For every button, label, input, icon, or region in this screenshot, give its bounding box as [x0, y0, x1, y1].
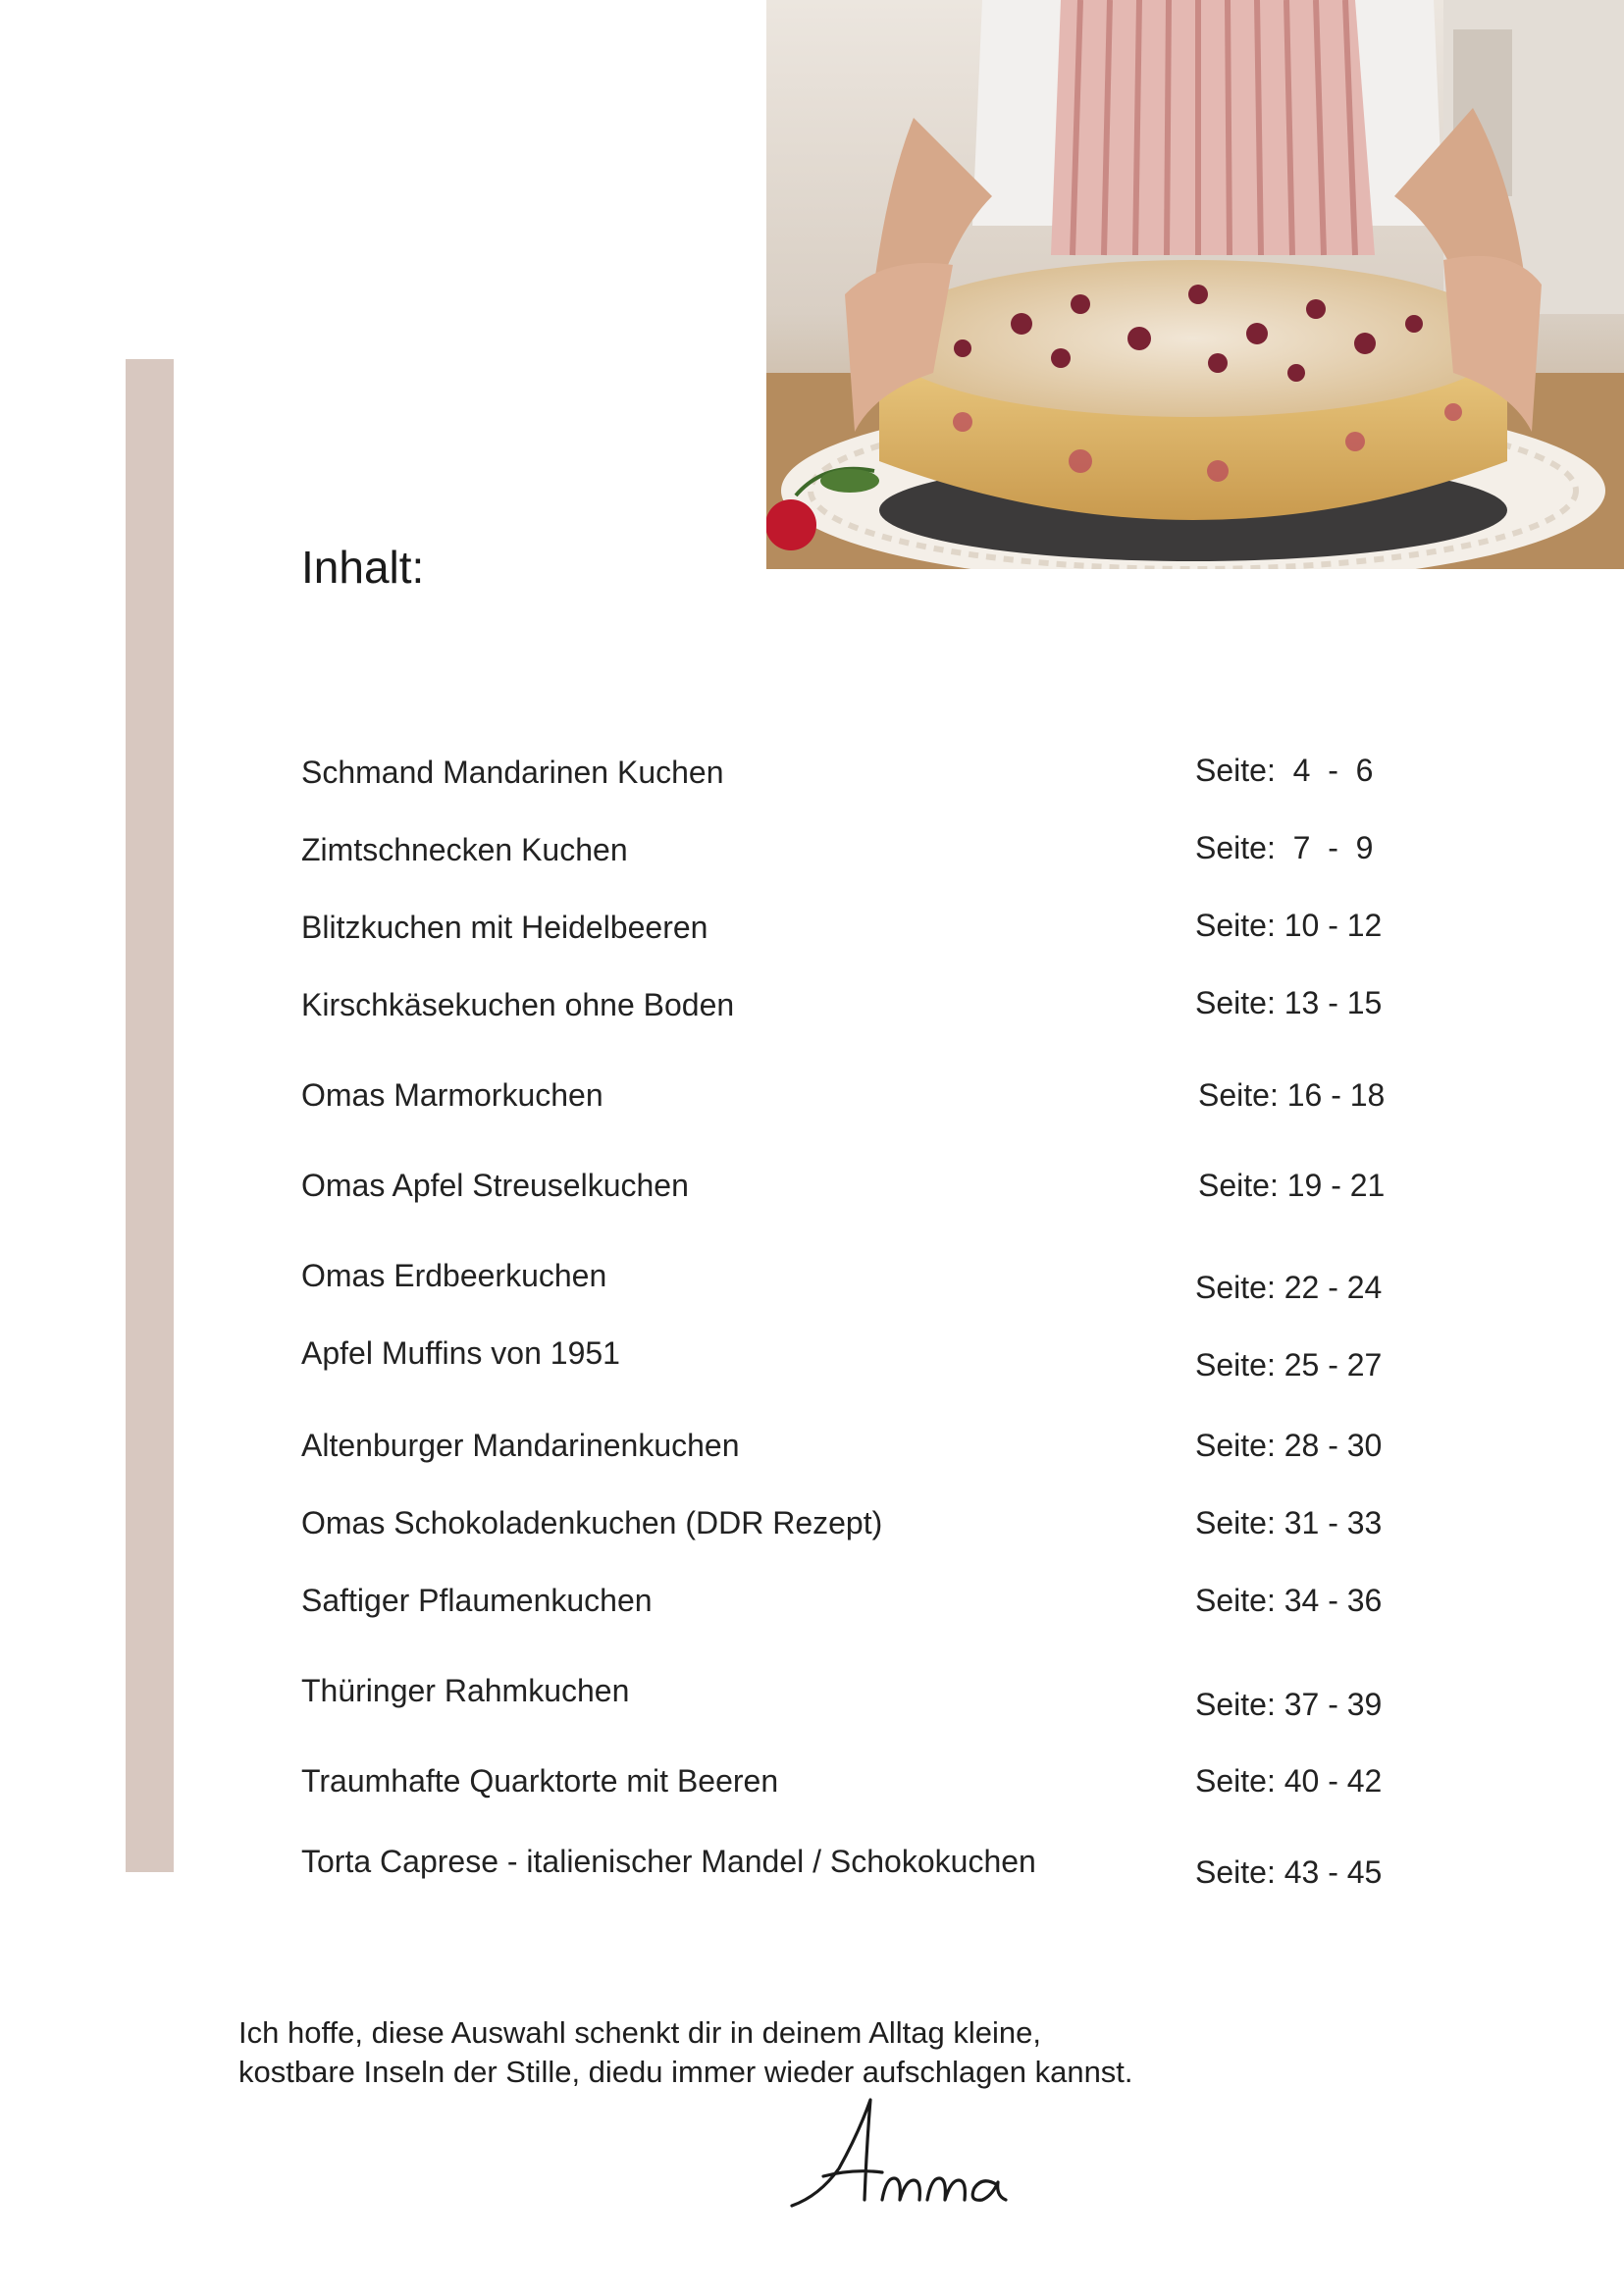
toc-item-pages: Seite: 28 - 30: [1195, 1428, 1383, 1463]
closing-line-2: kostbare Inseln der Stille, diedu immer wieder aufschlagen kannst.: [238, 2055, 1133, 2089]
toc-item-label: Omas Erdbeerkuchen: [301, 1258, 607, 1293]
toc-item-label: Altenburger Mandarinenkuchen: [301, 1428, 740, 1463]
closing-text: [238, 2013, 1133, 2092]
toc-item-label: Omas Schokoladenkuchen (DDR Rezept): [301, 1505, 883, 1540]
decorative-side-bar: [126, 359, 174, 1872]
toc-item-pages: Seite: 31 - 33: [1195, 1505, 1383, 1540]
toc-item-label: Torta Caprese - italienischer Mandel / Schokokuchen: [301, 1844, 1036, 1879]
toc-item-label: Zimtschnecken Kuchen: [301, 832, 628, 867]
toc-item-pages: Seite: 22 - 24: [1195, 1270, 1383, 1305]
toc-item-pages: Seite: 10 - 12: [1195, 908, 1383, 943]
toc-item-pages: Seite: 43 - 45: [1195, 1854, 1383, 1890]
toc-item-pages: Seite: 40 - 42: [1195, 1763, 1383, 1799]
toc-item-label: Apfel Muffins von 1951: [301, 1335, 620, 1371]
toc-item-pages: Seite: 25 - 27: [1195, 1347, 1383, 1383]
toc-item-label: Omas Apfel Streuselkuchen: [301, 1168, 689, 1203]
toc-item-label: Traumhafte Quarktorte mit Beeren: [301, 1763, 779, 1799]
toc-item-pages: Seite: 7 - 9: [1195, 830, 1374, 865]
toc-item-label: Kirschkäsekuchen ohne Boden: [301, 987, 735, 1022]
cake-illustration: [766, 0, 1624, 569]
toc-item-pages: Seite: 4 - 6: [1195, 753, 1374, 788]
toc-item-label: Omas Marmorkuchen: [301, 1077, 603, 1113]
cake-photo: [766, 0, 1624, 569]
toc-item-pages: Seite: 19 - 21: [1198, 1168, 1386, 1203]
toc-item-label: Schmand Mandarinen Kuchen: [301, 755, 724, 790]
toc-title: Inhalt:: [301, 542, 425, 593]
closing-line-1: Ich hoffe, diese Auswahl schenkt dir in deinem Alltag kleine,: [238, 2015, 1041, 2050]
toc-item-pages: Seite: 16 - 18: [1198, 1077, 1386, 1113]
signature-icon: [780, 2090, 1016, 2237]
toc-item-label: Thüringer Rahmkuchen: [301, 1673, 630, 1708]
toc-item-label: Saftiger Pflaumenkuchen: [301, 1583, 653, 1618]
toc-item-pages: Seite: 13 - 15: [1195, 985, 1383, 1020]
signature: [780, 2090, 1016, 2237]
toc-item-pages: Seite: 37 - 39: [1195, 1687, 1383, 1722]
toc-item-pages: Seite: 34 - 36: [1195, 1583, 1383, 1618]
toc-item-label: Blitzkuchen mit Heidelbeeren: [301, 910, 708, 945]
